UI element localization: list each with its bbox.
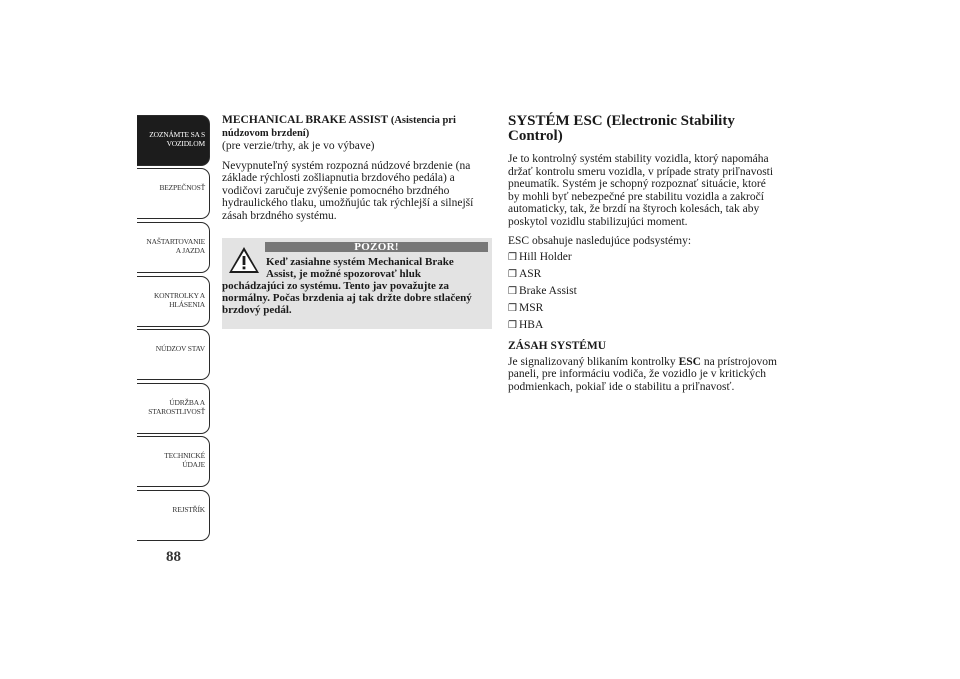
list-item: ❒ Hill Holder [508, 250, 572, 263]
right-column [508, 114, 780, 400]
intervention-body: Je signalizovaný blikaním kontrolky ESC na prístrojovom paneli, pre informáciu vodiča, že vozidlo je v kritických podmienkach, pokiaľ ide o stabilitu a priľnavosť. [508, 355, 777, 393]
esc-indicator-label: ESC [678, 355, 701, 368]
warning-title: POZOR! [265, 242, 488, 252]
list-item: ❒ HBA [508, 318, 544, 331]
checkbox-bullet-icon: ❒ [508, 319, 517, 331]
list-item: ❒ MSR [508, 301, 544, 314]
list-item: ❒ Brake Assist [508, 284, 577, 297]
left-column [222, 114, 492, 329]
tab-technicke-udaje[interactable]: TECHNICKÉ ÚDAJE [137, 436, 210, 487]
mba-heading-main: MECHANICAL BRAKE ASSIST [222, 114, 388, 126]
warning-box [222, 238, 492, 329]
tab-udrzba-a-starostlivost[interactable]: ÚDRŽBA A STAROSTLIVOSŤ [137, 383, 210, 434]
esc-body: Je to kontrolný systém stability vozidla, ktorý napomáha držať kontrolu smeru vozidla, v prípade straty priľnavosti pneumatík. Systém je schopný rozpoznať situácie, ktoré by mohli byť nebezpečné pre stabilitu vozidla a zakročí automaticky, tak, že brzdí na štyroch kolesách, tak aby poskytol vozidlu stabilizujúci moment. [508, 153, 774, 228]
mba-heading-sub: (Asistencia pri núdzovom brzdení) [222, 115, 456, 139]
tab-kontrolky-a-hlasenia[interactable]: KONTROLKY A HLÁSENIA [137, 276, 210, 327]
checkbox-bullet-icon: ❒ [508, 285, 517, 297]
checkbox-bullet-icon: ❒ [508, 268, 517, 280]
page-number: 88 [166, 549, 181, 565]
list-item: ❒ ASR [508, 267, 542, 280]
tab-zoznamte-sa-s-vozidlom[interactable]: ZOZNÁMTE SA S VOZIDLOM [137, 115, 210, 166]
mba-body: Nevypnuteľný systém rozpozná núdzové brzdenie (na základe rýchlosti zošliapnutia brzdového pedála) a vodičovi zaručuje zvýšenie pomocného brzdného hydraulického tlaku, umožňujúc tak rýchlejší a silnejší zásah brzdného systému. [222, 159, 474, 222]
warning-text-indented: Keď zasiahne systém Mechanical Brake Assist, je možné spozorovať hluk [266, 256, 454, 280]
version-note: (pre verzie/trhy, ak je vo výbave) [222, 140, 375, 152]
warning-text [222, 256, 484, 316]
checkbox-bullet-icon: ❒ [508, 251, 517, 263]
tab-nastartovanie-a-jazda[interactable]: NAŠTARTOVANIE A JAZDA [137, 222, 210, 273]
tab-nudzovy-stav[interactable]: NÚDZOV STAV [137, 329, 210, 380]
warning-text-full: pochádzajúci zo systému. Tento jav považujte za normálny. Počas brzdenia aj tak držte dobre stlačený brzdový pedál. [222, 280, 472, 316]
tab-rejstrik[interactable]: REJSTŘÍK [137, 490, 210, 541]
subsystems-list [508, 249, 780, 334]
mba-heading [222, 114, 492, 140]
tab-bezpecnost[interactable]: BEZPEČNOSŤ [137, 168, 210, 219]
checkbox-bullet-icon: ❒ [508, 302, 517, 314]
esc-heading: SYSTÉM ESC (Electronic Stability Control) [508, 113, 735, 144]
intervention-heading: ZÁSAH SYSTÉMU [508, 339, 607, 352]
subsystems-intro: ESC obsahuje nasledujúce podsystémy: [508, 235, 692, 247]
